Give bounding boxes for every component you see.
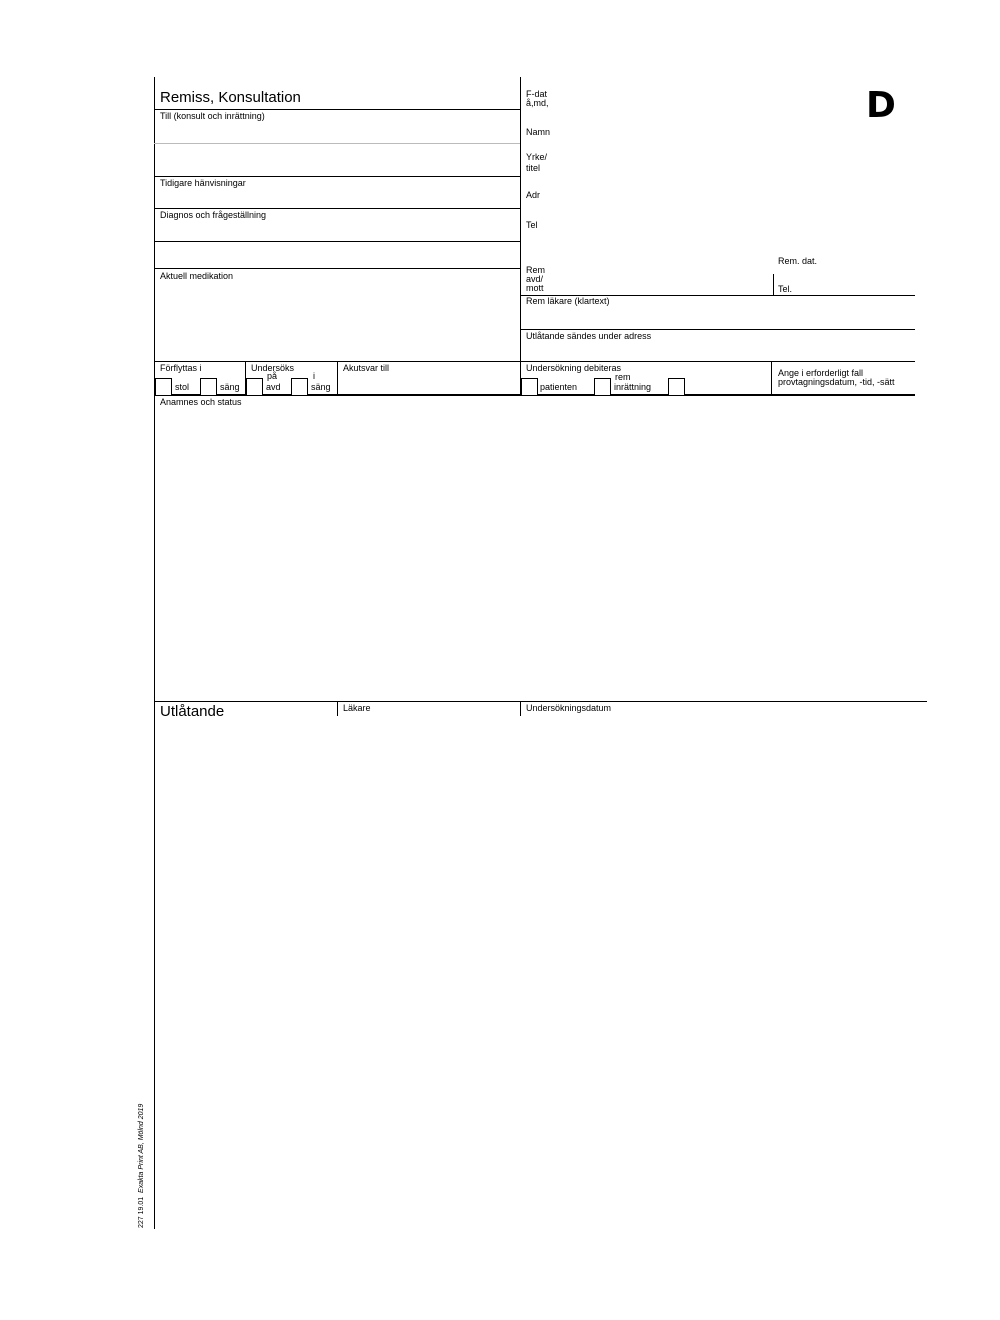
- diagnos-mid-line: [154, 241, 520, 242]
- tel-label: Tel: [526, 220, 538, 230]
- till-input-1[interactable]: [156, 122, 518, 142]
- left-margin-line: [154, 77, 155, 1229]
- fdat-input[interactable]: [560, 92, 850, 108]
- forflyttas-label: Förflyttas i: [160, 363, 202, 373]
- sang-checkbox[interactable]: [200, 378, 217, 395]
- namn-label: Namn: [526, 127, 551, 137]
- medikation-label: Aktuell medikation: [160, 271, 234, 281]
- fdat-label-1: F-dat: [526, 89, 548, 99]
- form-letter: D: [866, 85, 896, 126]
- stol-checkbox[interactable]: [155, 378, 172, 395]
- anamnes-label: Anamnes och status: [160, 397, 242, 407]
- rem-label-3: mott: [526, 283, 544, 293]
- transport-div-2: [337, 361, 338, 395]
- transport-top-line: [154, 361, 915, 362]
- ange-label-1: Ange i erforderligt fall: [778, 368, 864, 378]
- ange-label-2: provtagningsdatum, -tid, -sätt: [778, 377, 895, 387]
- sang-label: säng: [220, 382, 240, 392]
- footer-code: 227 19.01: [138, 1196, 145, 1228]
- footer-text: [138, 1104, 145, 1228]
- rem-dat-divider: [773, 274, 774, 295]
- billing-div: [771, 361, 772, 395]
- patienten-checkbox[interactable]: [521, 378, 538, 395]
- utlatande-adress-input[interactable]: [524, 342, 912, 360]
- pa-avd-checkbox[interactable]: [246, 378, 263, 395]
- i-label: i: [313, 371, 315, 381]
- diagnos-input-2[interactable]: [156, 243, 518, 267]
- patienten-label: patienten: [540, 382, 578, 392]
- fdat-label-2: å,md,: [526, 98, 549, 108]
- anamnes-input[interactable]: [157, 410, 912, 698]
- utlatande-title: Utlåtande: [160, 703, 225, 720]
- till-input-2[interactable]: [156, 146, 518, 174]
- pa-label: på: [267, 371, 278, 381]
- namn-input[interactable]: [560, 122, 910, 140]
- sang2-label: säng: [311, 382, 331, 392]
- rem-inrattning-checkbox[interactable]: [594, 378, 611, 395]
- lakare-label: Läkare: [343, 703, 371, 713]
- rem-avd-input[interactable]: [560, 272, 770, 294]
- akutsvar-label: Akutsvar till: [343, 363, 390, 373]
- rem-label-2: avd/: [526, 274, 544, 284]
- undersokningsdatum-label: Undersökningsdatum: [526, 703, 612, 713]
- diagnos-bottom-line: [154, 268, 520, 269]
- utlatande-input[interactable]: [157, 724, 923, 1224]
- till-bottom-line: [154, 176, 520, 177]
- rem-label-1: Rem: [526, 265, 546, 275]
- medikation-input[interactable]: [156, 283, 518, 359]
- avd-label: avd: [266, 382, 281, 392]
- adr-label: Adr: [526, 190, 541, 200]
- rem-dat-label: Rem. dat.: [778, 256, 818, 266]
- tidigare-input[interactable]: [156, 189, 518, 207]
- utlatande-div-2: [520, 701, 521, 716]
- akutsvar-input[interactable]: [340, 374, 518, 393]
- till-dotted-line: [154, 143, 520, 144]
- stol-label: stol: [175, 382, 190, 392]
- tidigare-bottom-line: [154, 208, 520, 209]
- tidigare-label: Tidigare hänvisningar: [160, 178, 246, 188]
- tel-input[interactable]: [560, 214, 910, 234]
- utlatande-adress-label: Utlåtande sändes under adress: [526, 331, 652, 341]
- till-label: Till (konsult och inrättning): [160, 111, 265, 121]
- inrattning-label: inrättning: [614, 382, 652, 392]
- rem-lakare-label: Rem läkare (klartext): [526, 296, 610, 306]
- tel2-label: Tel.: [778, 284, 793, 294]
- diagnos-input-1[interactable]: [156, 221, 518, 240]
- diagnos-label: Diagnos och frågeställning: [160, 210, 267, 220]
- extra-checkbox[interactable]: [668, 378, 685, 395]
- utlatande-top-line: [154, 701, 927, 702]
- footer-printer: Exakta Print AB, Mölnd 2019: [138, 1103, 145, 1193]
- rem-label: rem: [615, 372, 631, 382]
- debiteras-label: Undersökning debiteras: [526, 363, 622, 373]
- title-underline: [154, 109, 520, 110]
- utlatande-div-1: [337, 701, 338, 716]
- undersoks-label: Undersöks: [251, 363, 295, 373]
- form-title: Remiss, Konsultation: [160, 89, 301, 106]
- rem-lakare-input[interactable]: [524, 308, 912, 328]
- center-divider-line: [520, 77, 521, 395]
- yrke-label-2: titel: [526, 163, 541, 173]
- yrke-input[interactable]: [560, 152, 910, 172]
- adr-input[interactable]: [560, 184, 910, 204]
- rem-lakare-bottom-line: [520, 329, 915, 330]
- yrke-label-1: Yrke/: [526, 152, 548, 162]
- i-sang-checkbox[interactable]: [291, 378, 308, 395]
